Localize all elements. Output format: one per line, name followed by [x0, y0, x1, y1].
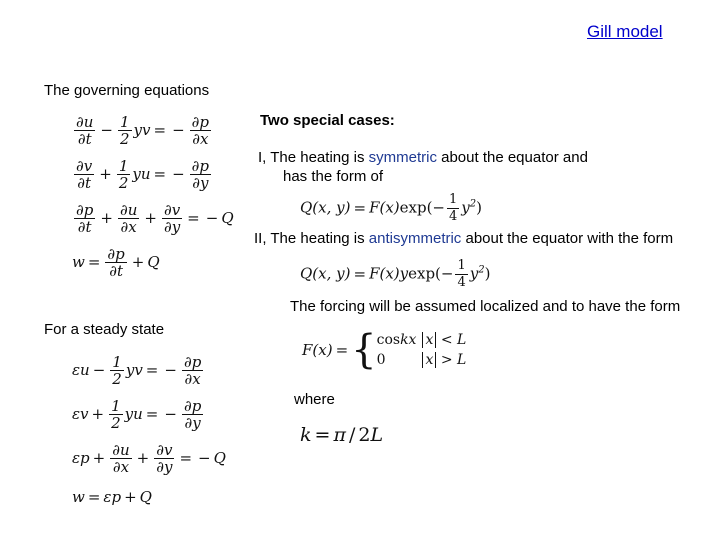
equation-v-momentum: $\frac{\partial v}{\partial t}$ + $\frac{1}{2}$ yu = − $\frac{\partial p}{\partial y}$: [76, 156, 210, 192]
case-one-line1: [258, 149, 588, 167]
case-one-line2: has the form of: [283, 168, 384, 185]
where-label: where: [294, 391, 335, 408]
steady-state-label: For a steady state: [44, 321, 165, 338]
antisymmetric-heating-formula: Q(x, y) = F(x)yexp(− $\frac{1}{4}$ $y^2$): [300, 258, 491, 290]
equation-u-momentum: $\frac{\partial u}{\partial t}$ − $\frac{1}{2}$ yv = − $\frac{\partial p}{\partial x}$: [76, 112, 210, 148]
governing-equations: [72, 108, 234, 284]
steady-equation-continuity: εp + $\frac{\partial u}{\partial x}$ + $\frac{\partial v}{\partial y}$ = − Q: [72, 440, 226, 476]
case-two-keyword: antisymmetric: [368, 230, 462, 247]
forcing-text: The forcing will be assumed localized and to have the form: [290, 298, 681, 315]
steady-equation-v: εv + $\frac{1}{2}$ yu = − $\frac{\partial p}{\partial y}$: [72, 396, 202, 432]
case-one-prefix: I, The heating is: [258, 149, 369, 166]
title-link[interactable]: Gill model: [587, 22, 663, 41]
case-one-suffix: about the equator and: [436, 149, 588, 166]
steady-equation-u: εu − $\frac{1}{2}$ yv = − $\frac{\partial p}{\partial x}$: [72, 352, 202, 388]
case-two-prefix: II, The heating is: [254, 230, 369, 247]
case-two-suffix: about the equator with the form: [461, 230, 674, 247]
wavenumber-formula: k = π / 2L: [300, 424, 384, 446]
steady-state-equations: [72, 348, 226, 514]
governing-equations-label: The governing equations: [44, 82, 210, 99]
steady-equation-w: w = εp + Q: [72, 488, 152, 506]
cases-title: Two special cases:: [260, 112, 395, 129]
symmetric-heating-formula: Q(x, y) = F(x)exp(− $\frac{1}{4}$ $y^2$): [300, 192, 482, 224]
case-two-line: [254, 230, 673, 248]
equation-continuity: $\frac{\partial p}{\partial t}$ + $\frac{\partial u}{\partial x}$ + $\frac{\partial v}{\partial y}$ = − Q: [76, 200, 234, 236]
forcing-piecewise-formula: F(x) ={ coskx x < L 0 x > L: [302, 327, 467, 373]
case-one-keyword: symmetric: [368, 149, 437, 166]
equation-vertical-velocity: w = $\frac{\partial p}{\partial t}$ + Q: [72, 244, 160, 280]
